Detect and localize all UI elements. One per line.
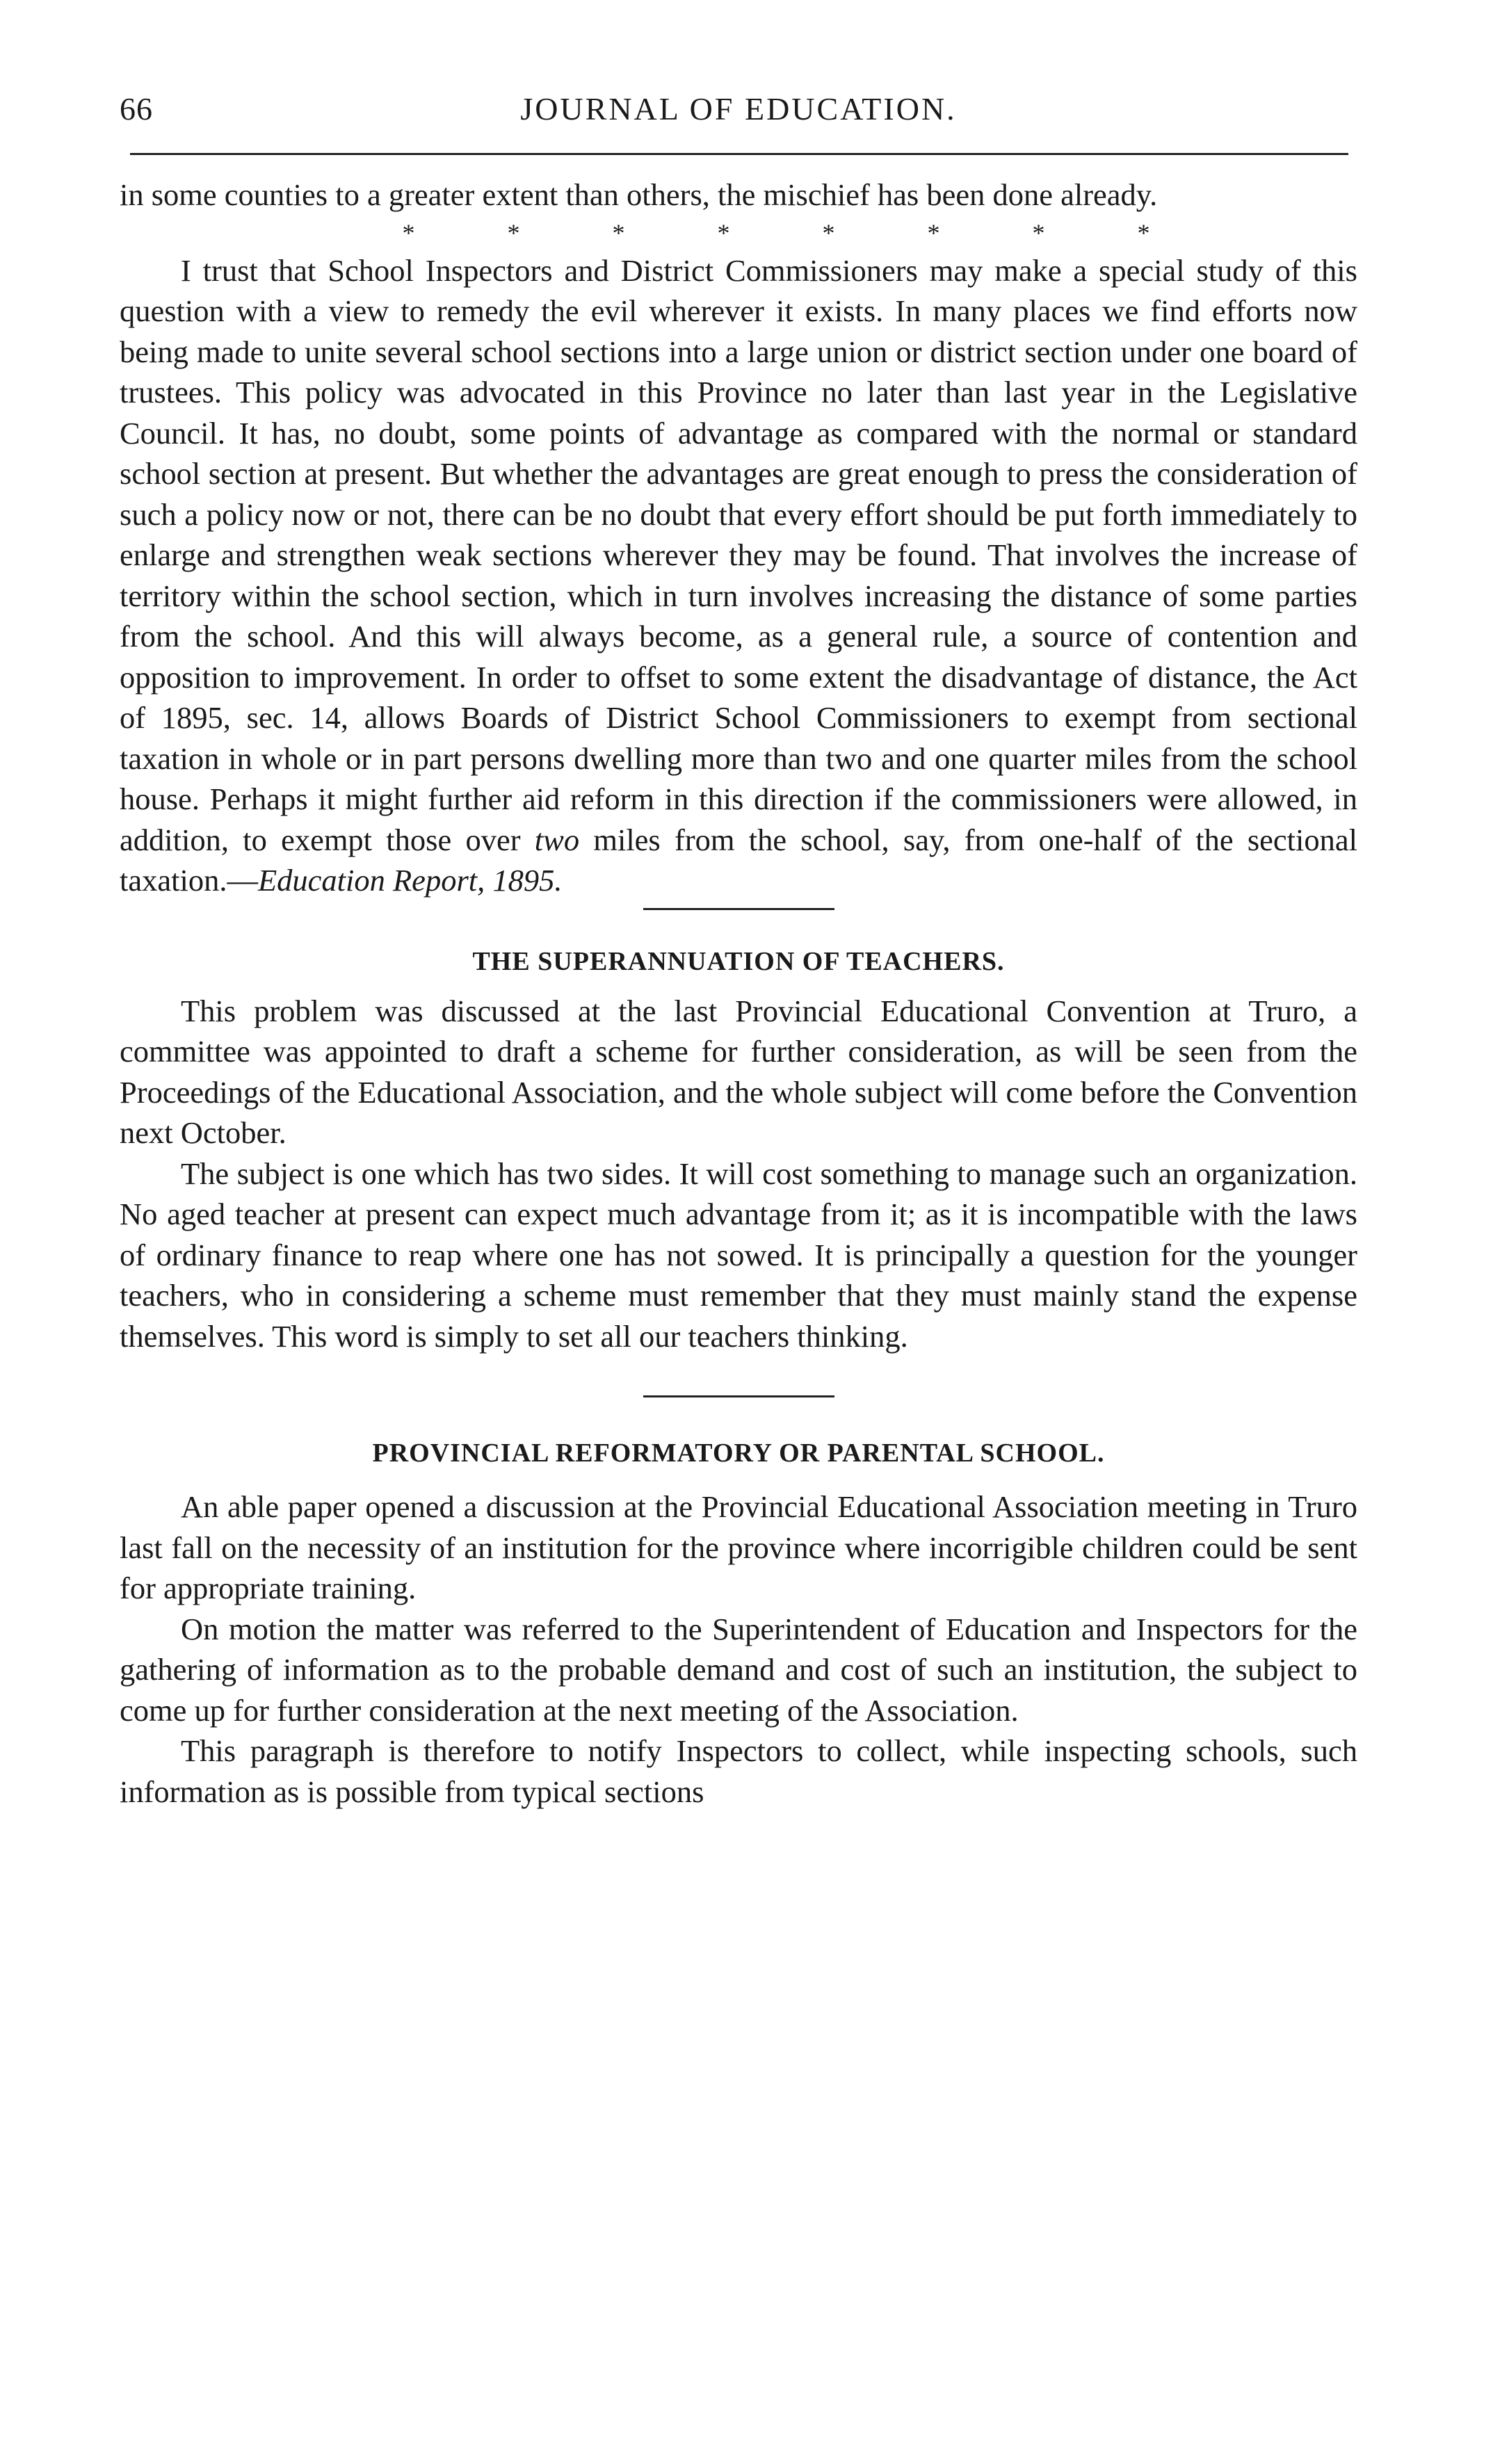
- paragraph-inspectors-text: I trust that School Inspectors and District Commissioners may make a special study of this question with a view to remedy the evil wherever it exists. In many places we find efforts now being made to unite several school sections into a large union or district section under one board of trustees. This policy was advocated in this Province no later than last year in the Legislative Council. It has, no doubt, some points of advantage as compared with the normal or standard school section at present. But whether the advantages are great enough to press the consideration of such a policy now or not, there can be no doubt that every effort should be put forth immediately to enlarge and strengthen weak sections wherever they may be found. That involves the increase of territory within the school section, which in turn involves increasing the distance of some parties from the school. And this will always become, as a general rule, a source of contention and opposition to improvement. In order to offset to some extent the disadvantage of distance, the Act of 1895, sec. 14, allows Boards of District School Commissioners to exempt from sectional taxation in whole or in part persons dwelling more than two and one quarter miles from the school house. Perhaps it might further aid reform in this direction if the commissioners were allowed, in addition, to exempt those over: [120, 252, 1357, 857]
- paragraph-reformatory-1: An able paper opened a discussion at the Provincial Educational Association meeting in Truro last fall on the necessity of an institution for the province where incorrigible children could be sent for appropriate training.: [120, 1489, 1357, 1605]
- heading-reformatory: PROVINCIAL REFORMATORY OR PARENTAL SCHOOL.: [372, 1438, 1105, 1468]
- running-head: [120, 90, 1357, 146]
- paragraph-inspectors: [120, 250, 1357, 901]
- paragraph-reformatory-3: This paragraph is therefore to notify Inspectors to collect, while inspecting schools, such information as is possible from typical sections: [120, 1733, 1357, 1809]
- continuation-paragraph: in some counties to a greater extent than others, the mischief has been done already.: [120, 177, 1158, 212]
- italic-word-two: two: [534, 822, 580, 857]
- paragraph-inspectors-tail: miles from the school, say, from one-half of the sectional taxation.—: [120, 822, 1358, 898]
- section-divider: [643, 908, 834, 910]
- journal-title: JOURNAL OF EDUCATION.: [520, 91, 957, 127]
- section-break-asterisks: * * * * * * * *: [402, 218, 1193, 247]
- citation-education-report: Education Report, 1895.: [257, 863, 563, 898]
- paragraph-reformatory-2: On motion the matter was referred to the Superintendent of Education and Inspectors for the gathering of information as to the probable demand and cost of such an institution, the subject to come up for further consideration at the next meeting of the Association.: [120, 1611, 1357, 1728]
- header-rule: [130, 153, 1348, 155]
- paragraph-superannuation-2: The subject is one which has two sides. It will cost something to manage such an organization. No aged teacher at present can expect much advantage from it; as it is incompatible with the laws of ordinary finance to reap where one has not sowed. It is principally a question for the younger teachers, who in considering a scheme must remember that they must mainly stand the expense themselves. This word is simply to set all our teachers thinking.: [120, 1156, 1357, 1354]
- section-divider: [643, 1395, 834, 1397]
- journal-page: [120, 90, 1357, 1812]
- heading-superannuation: THE SUPERANNUATION OF TEACHERS.: [472, 946, 1005, 976]
- page-number: 66: [120, 91, 153, 127]
- paragraph-superannuation-1: This problem was discussed at the last Provincial Educational Convention at Truro, a committee was appointed to draft a scheme for further consideration, as will be seen from the Proceedings of the Educational Association, and the whole subject will come before the Convention next October.: [120, 993, 1357, 1150]
